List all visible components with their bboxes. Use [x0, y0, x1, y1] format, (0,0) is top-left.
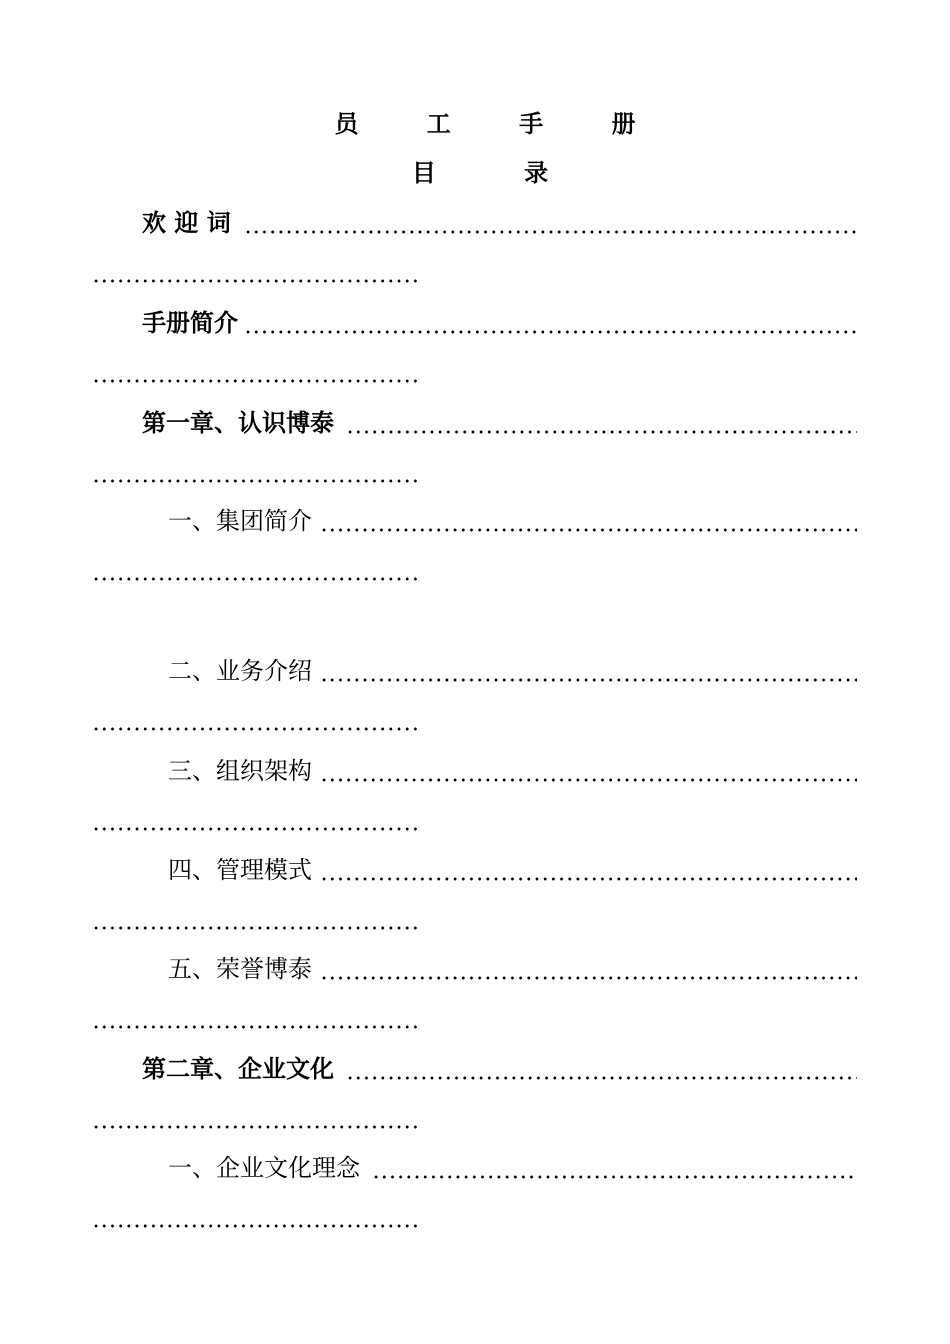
toc-heading: 目 录 — [411, 158, 589, 187]
toc-entry-label: 手册简介 — [142, 308, 238, 337]
toc-leader-dots-continued — [92, 827, 422, 831]
toc-leader-dots — [346, 1076, 857, 1080]
toc-leader-dots — [244, 230, 857, 234]
toc-leader-dots — [244, 330, 857, 334]
toc-leader-dots — [320, 877, 857, 881]
toc-leader-dots — [372, 1175, 857, 1179]
toc-entry-label: 第一章、认识博泰 — [142, 408, 334, 437]
toc-entry-label: 三、组织架构 — [168, 757, 312, 785]
toc-leader-dots — [320, 778, 857, 782]
toc-entry-label: 欢 迎 词 — [142, 208, 231, 237]
toc-leader-dots-continued — [92, 926, 422, 930]
toc-entry-label: 第二章、企业文化 — [142, 1054, 334, 1083]
toc-entry-label: 二、业务介绍 — [168, 657, 312, 685]
toc-leader-dots-continued — [92, 1025, 422, 1029]
toc-entry-label: 一、企业文化理念 — [168, 1154, 360, 1182]
toc-leader-dots-continued — [92, 577, 422, 581]
toc-leader-dots-continued — [92, 479, 422, 483]
toc-leader-dots-continued — [92, 1224, 422, 1228]
toc-leader-dots — [320, 528, 857, 532]
toc-leader-dots-continued — [92, 379, 422, 383]
toc-leader-dots-continued — [92, 279, 422, 283]
toc-entry-label: 四、管理模式 — [168, 856, 312, 884]
toc-entry-label: 一、集团简介 — [168, 507, 312, 535]
toc-entry-label: 五、荣誉博泰 — [168, 955, 312, 983]
toc-leader-dots — [320, 678, 857, 682]
toc-leader-dots-continued — [92, 727, 422, 731]
toc-leader-dots — [346, 430, 857, 434]
toc-leader-dots — [320, 976, 857, 980]
toc-leader-dots-continued — [92, 1125, 422, 1129]
document-title: 员 工 手 册 — [334, 109, 666, 138]
